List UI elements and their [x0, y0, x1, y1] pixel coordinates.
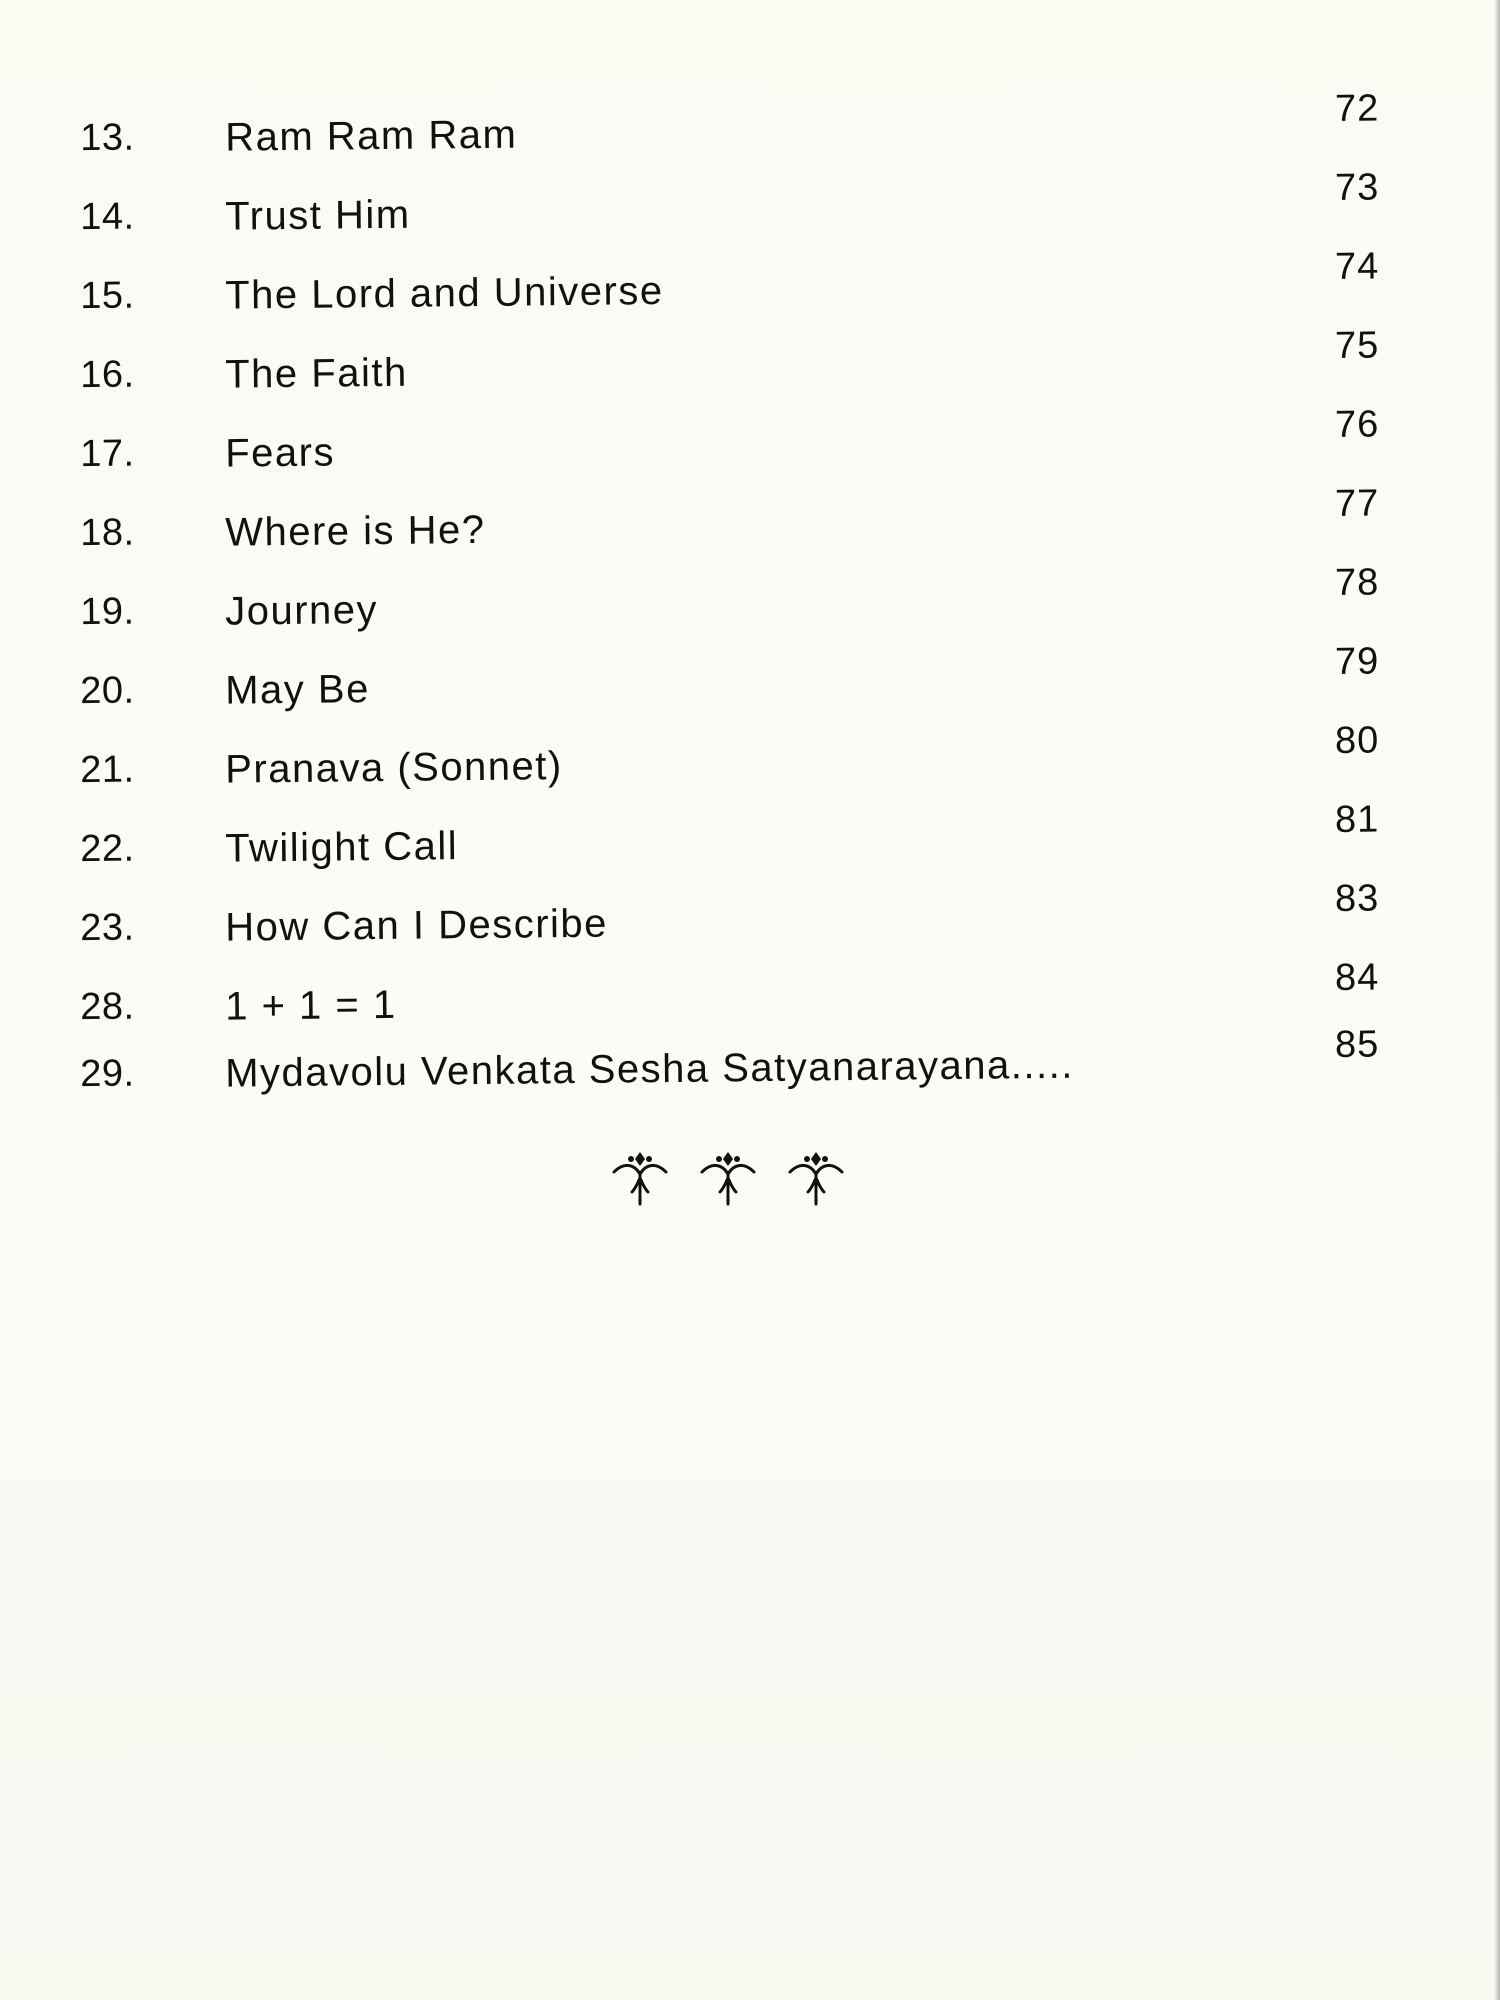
toc-entry-title: Where is He? — [224, 507, 486, 555]
toc-entry-page: 76 — [1334, 403, 1380, 447]
toc-entry-title: Ram Ram Ram — [224, 112, 518, 160]
toc-entry — [0, 956, 1500, 1047]
toc-entry-number: 14. — [79, 195, 135, 239]
toc-entry — [0, 482, 1500, 573]
toc-entry — [0, 640, 1500, 731]
fleuron-icon — [786, 1148, 846, 1208]
toc-entry — [0, 324, 1500, 415]
toc-entry-number: 20. — [79, 669, 135, 713]
ornament-divider — [610, 1148, 870, 1208]
toc-entry-title: 1 + 1 = 1 — [224, 982, 397, 1029]
toc-entry-number: 22. — [79, 827, 135, 871]
toc-entry-number: 21. — [79, 748, 135, 792]
toc-entry-page: 78 — [1334, 561, 1380, 605]
toc-entry-title: The Lord and Universe — [224, 269, 664, 318]
toc-entry-number: 15. — [79, 274, 135, 318]
toc-entry-title: Trust Him — [224, 192, 411, 239]
toc-entry-page: 73 — [1334, 166, 1380, 210]
toc-entry — [0, 1023, 1500, 1114]
toc-entry-title: Pranava (Sonnet) — [224, 744, 563, 792]
toc-entry-page: 80 — [1334, 719, 1380, 763]
toc-entry-page: 83 — [1334, 877, 1380, 921]
toc-entry-number: 18. — [79, 511, 135, 555]
toc-entry — [0, 403, 1500, 494]
toc-entry-title: How Can I Describe — [224, 901, 609, 950]
toc-entry-page: 75 — [1334, 324, 1380, 368]
toc-entry-title: May Be — [224, 667, 371, 713]
toc-entry-page: 77 — [1334, 482, 1380, 526]
toc-entry — [0, 798, 1500, 889]
toc-entry-title: Fears — [224, 430, 336, 476]
toc-entry-title: Twilight Call — [224, 824, 459, 871]
toc-entry — [0, 561, 1500, 652]
toc-entry-page: 79 — [1334, 640, 1380, 684]
toc-entry-number: 13. — [79, 116, 135, 160]
toc-entry-number: 17. — [79, 432, 135, 476]
toc-entry-title: Mydavolu Venkata Sesha Satyanarayana..... — [224, 1042, 1075, 1096]
toc-entry-number: 19. — [79, 590, 135, 634]
toc-entry-title: The Faith — [224, 350, 408, 397]
fleuron-icon — [698, 1148, 758, 1208]
toc-entry-number: 29. — [79, 1052, 135, 1096]
toc-entry-page: 84 — [1334, 956, 1380, 1000]
toc-entry — [0, 719, 1500, 810]
toc-entry — [0, 877, 1500, 968]
toc-entry — [0, 245, 1500, 336]
toc-entry-page: 85 — [1334, 1023, 1380, 1067]
toc-entry-page: 74 — [1334, 245, 1380, 289]
fleuron-icon — [610, 1148, 670, 1208]
toc-entry-page: 81 — [1334, 798, 1380, 842]
toc-entry-number: 28. — [79, 985, 135, 1029]
toc-entry — [0, 87, 1500, 178]
toc-entry — [0, 166, 1500, 257]
toc-entry-number: 16. — [79, 353, 135, 397]
toc-entry-title: Journey — [224, 588, 379, 634]
toc-entry-page: 72 — [1334, 87, 1380, 131]
toc-entry-number: 23. — [79, 906, 135, 950]
